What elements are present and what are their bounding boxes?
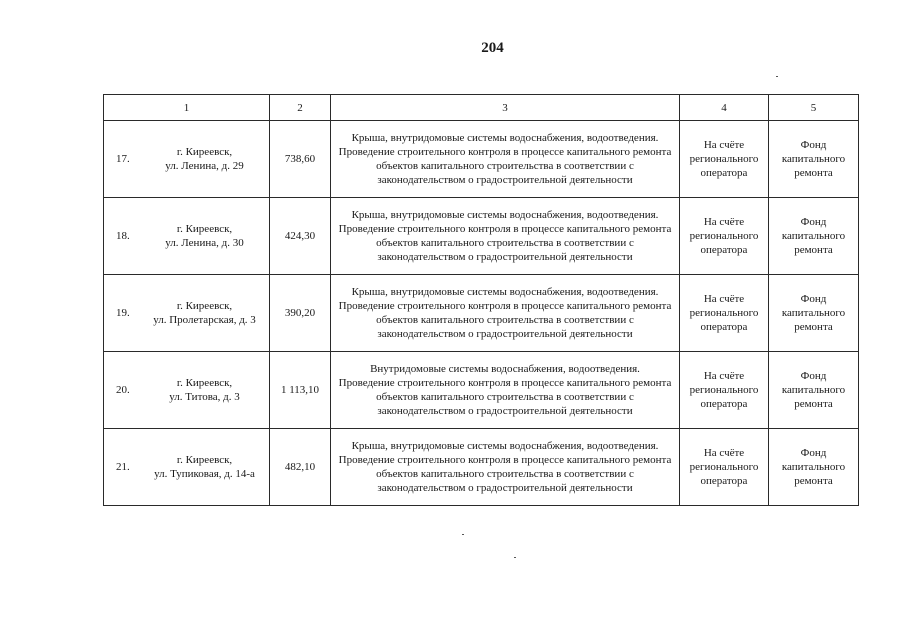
account-cell: На счёте регионального оператора	[680, 275, 769, 352]
header-col-3: 3	[331, 95, 680, 121]
address-cell	[104, 198, 270, 275]
address-cell	[104, 121, 270, 198]
row-number: 17.	[116, 153, 130, 165]
works-cell	[331, 352, 680, 429]
area-cell: 1 113,10	[270, 352, 331, 429]
funding-cell: Фонд капитального ремонта	[769, 429, 859, 506]
header-col-4: 4	[680, 95, 769, 121]
row-number: 21.	[116, 461, 130, 473]
address-city: г. Киреевск,	[176, 377, 233, 389]
works-line-1: Крыша, внутридомовые системы водоснабжения, водоотведения.	[351, 132, 659, 144]
address-city: г. Киреевск,	[176, 223, 233, 235]
area-cell: 482,10	[270, 429, 331, 506]
row-number: 19.	[116, 307, 130, 319]
scan-speck	[776, 76, 778, 77]
works-line-1: Крыша, внутридомовые системы водоснабжения, водоотведения.	[351, 209, 659, 221]
address-city: г. Киреевск,	[176, 300, 233, 312]
address-street: ул. Тупиковая, д. 14-а	[154, 468, 255, 480]
works-line-2: Проведение строительного контроля в процессе капитального ремонта объектов капитального строительства в соответствии с законодательством о градостроительной деятельности	[338, 454, 672, 494]
works-cell	[331, 198, 680, 275]
table-row	[104, 121, 859, 198]
funding-cell: Фонд капитального ремонта	[769, 121, 859, 198]
address-street: ул. Ленина, д. 30	[165, 237, 244, 249]
address	[148, 222, 269, 250]
works-cell	[331, 429, 680, 506]
works-line-2: Проведение строительного контроля в процессе капитального ремонта объектов капитального строительства в соответствии с законодательством о градостроительной деятельности	[338, 377, 672, 417]
address	[148, 453, 269, 481]
works-line-2: Проведение строительного контроля в процессе капитального ремонта объектов капитального строительства в соответствии с законодательством о градостроительной деятельности	[338, 300, 672, 340]
repair-table	[103, 94, 859, 506]
header-col-2: 2	[270, 95, 331, 121]
works-cell	[331, 275, 680, 352]
address	[148, 145, 269, 173]
row-number: 18.	[116, 230, 130, 242]
header-col-1: 1	[104, 95, 270, 121]
address	[148, 299, 269, 327]
funding-cell: Фонд капитального ремонта	[769, 198, 859, 275]
page-number: 204	[481, 40, 504, 56]
address-city: г. Киреевск,	[176, 146, 233, 158]
account-cell: На счёте регионального оператора	[680, 352, 769, 429]
scan-speck	[514, 557, 516, 558]
area-cell: 424,30	[270, 198, 331, 275]
address-street: ул. Титова, д. 3	[169, 391, 240, 403]
account-cell: На счёте регионального оператора	[680, 429, 769, 506]
address	[148, 376, 269, 404]
funding-cell: Фонд капитального ремонта	[769, 275, 859, 352]
table-header-row	[104, 95, 859, 121]
table-row	[104, 429, 859, 506]
address-city: г. Киреевск,	[176, 454, 233, 466]
works-line-1: Крыша, внутридомовые системы водоснабжения, водоотведения.	[351, 440, 659, 452]
table-row	[104, 352, 859, 429]
header-col-5: 5	[769, 95, 859, 121]
address-cell	[104, 275, 270, 352]
address-cell	[104, 429, 270, 506]
row-number: 20.	[116, 384, 130, 396]
works-line-2: Проведение строительного контроля в процессе капитального ремонта объектов капитального строительства в соответствии с законодательством о градостроительной деятельности	[338, 223, 672, 263]
works-line-1: Внутридомовые системы водоснабжения, водоотведения.	[370, 363, 640, 375]
address-cell	[104, 352, 270, 429]
works-cell	[331, 121, 680, 198]
address-street: ул. Ленина, д. 29	[165, 160, 244, 172]
works-line-2: Проведение строительного контроля в процессе капитального ремонта объектов капитального строительства в соответствии с законодательством о градостроительной деятельности	[338, 146, 672, 186]
funding-cell: Фонд капитального ремонта	[769, 352, 859, 429]
account-cell: На счёте регионального оператора	[680, 198, 769, 275]
table-row	[104, 198, 859, 275]
area-cell: 738,60	[270, 121, 331, 198]
works-line-1: Крыша, внутридомовые системы водоснабжения, водоотведения.	[351, 286, 659, 298]
scan-speck	[462, 534, 464, 535]
table-row	[104, 275, 859, 352]
account-cell: На счёте регионального оператора	[680, 121, 769, 198]
address-street: ул. Пролетарская, д. 3	[153, 314, 256, 326]
area-cell: 390,20	[270, 275, 331, 352]
